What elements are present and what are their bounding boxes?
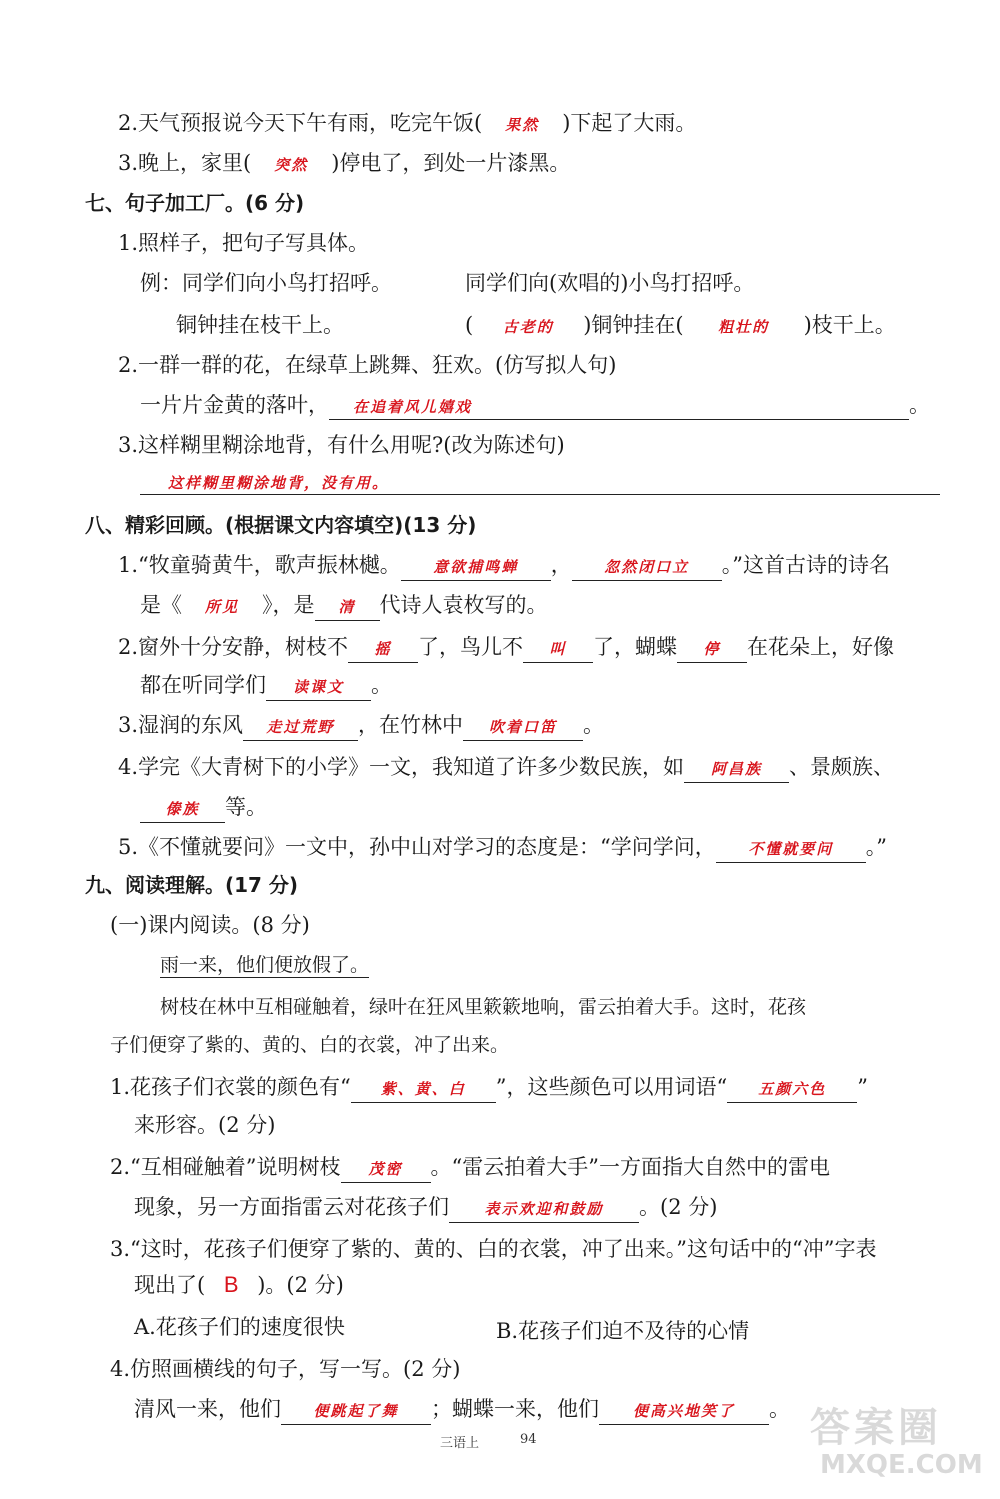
s9-q4-text: 4.仿照画横线的句子，写一写。(2 分) [110,1357,461,1381]
s6-q2: 2.天气预报说今天下午有雨，吃完午饭( 果然 )下起了大雨。 [118,108,696,138]
footer-grade: 三语上 [440,1436,480,1451]
answer-s9-q4-b: 便高兴地笑了 [599,1398,769,1425]
answer-s8-q1-b: 忽然闭口立 [572,554,722,581]
s8-q5: 5.《不懂就要问》一文中，孙中山对学习的态度是：“学问学问， 不懂就要问 。” [118,832,887,862]
answer-s7-q3: 这样糊里糊涂地背，没有用。 [168,474,390,492]
answer-s9-q2-b: 表示欢迎和鼓励 [449,1196,639,1223]
answer-s7-q2: 在追着风儿嬉戏 [329,394,909,420]
answer-s9-q1-a: 紫、黄、白 [351,1076,496,1103]
answer-s8-q2-c: 停 [677,636,747,663]
s8-q1-line2: 是《 所见 》，是 清 代诗人袁枚写的。 [140,590,548,620]
answer-s9-q1-b: 五颜六色 [727,1076,857,1103]
answer-s8-q3-b: 吹着口笛 [463,714,583,741]
s8-q2-line1: 2.窗外十分安静，树枝不 摇 了，鸟儿不 叫 了，蝴蝶 停 在花朵上，好像 [118,632,894,662]
watermark-logo: 答案圈 [810,1405,942,1451]
s7-q1-example-a: 例：同学们向小鸟打招呼。 [140,271,392,295]
s7-q1-task: 铜钟挂在枝干上。 [176,313,344,337]
answer-s7-q1-a: 古老的 [502,318,554,336]
s9-q1-line2: 来形容。(2 分) [134,1113,276,1137]
s7-q2-answer-line: 一片片金黄的落叶， 在追着风儿嬉戏 。 [140,390,930,420]
s9-q4-answer-line: 清风一来，他们 便跳起了舞 ；蝴蝶一来，他们 便高兴地笑了 。 [134,1394,790,1424]
answer-rule-s7-q3 [140,494,940,495]
s7-q3-text: 3.这样糊里糊涂地背，有什么用呢?(改为陈述句) [118,433,565,457]
s8-q4-line1: 4.学完《大青树下的小学》一文，我知道了许多少数民族，如 阿昌族 、景颇族、 [118,752,894,782]
section-8-title: 八、精彩回顾。(根据课文内容填空)(13 分) [85,513,477,537]
answer-s8-q5: 不懂就要问 [716,836,866,863]
passage-line-1: 树枝在林中互相碰触着，绿叶在狂风里簌簌地响，雷云拍着大手。这时，花孩 [160,996,807,1018]
s8-q1-line1: 1.“牧童骑黄牛，歌声振林樾。 意欲捕鸣蝉 ， 忽然闭口立 。”这首古诗的诗名 [118,550,890,580]
passage-line-2: 子们便穿了紫的、黄的、白的衣裳，冲了出来。 [110,1034,510,1056]
s6-q3: 3.晚上，家里( 突然 )停电了，到处一片漆黑。 [118,148,570,178]
s9-q3-option-b: B.花孩子们迫不及待的心情 [496,1319,750,1343]
s8-q2-line2: 都在听同学们 读课文 。 [140,670,392,700]
s8-q3: 3.湿润的东风 走过荒野 ，在竹林中 吹着口笛 。 [118,710,604,740]
answer-s9-q3: B [223,1272,239,1297]
s9-subsection: (一)课内阅读。(8 分) [110,913,310,937]
watermark-url: MXQE.COM [820,1450,983,1480]
answer-s6-q2: 果然 [505,116,540,134]
section-7-title: 七、句子加工厂。(6 分) [85,191,305,215]
s9-q3-line2: 现出了( B )。(2 分) [134,1270,344,1300]
s7-q2-text: 2.一群一群的花，在绿草上跳舞、狂欢。(仿写拟人句) [118,353,617,377]
answer-s6-q3: 突然 [274,156,309,174]
section-9-title: 九、阅读理解。(17 分) [85,873,299,897]
answer-s8-q4-a: 阿昌族 [684,756,789,783]
passage-title: 雨一来，他们便放假了。 [160,954,370,976]
answer-s8-q3-a: 走过荒野 [243,714,358,741]
s7-q1-example-b: 同学们向(欢唱的)小鸟打招呼。 [465,271,755,295]
answer-s7-q1-b: 粗壮的 [718,318,770,336]
s9-q3-text: 3.“这时，花孩子们便穿了紫的、黄的、白的衣裳，冲了出来。”这句话中的“冲”字表 [110,1237,877,1261]
s7-q1-text: 1.照样子，把句子写具体。 [118,231,370,255]
s8-q4-line2: 傣族 等。 [140,792,267,822]
answer-s8-q2-b: 叫 [523,636,593,663]
answer-s8-q2-d: 读课文 [266,674,371,701]
answer-s8-q4-b: 傣族 [140,796,225,823]
answer-s8-q2-a: 摇 [348,636,418,663]
s9-q2-line2: 现象，另一方面指雷云对花孩子们 表示欢迎和鼓励 。(2 分) [134,1192,717,1222]
s9-q3-option-a: A.花孩子们的速度很快 [134,1315,345,1339]
answer-s8-q1-c: 所见 [204,598,239,616]
answer-s8-q1-a: 意欲捕鸣蝉 [401,554,551,581]
footer-page-number: 94 [520,1432,537,1447]
s9-q1-line1: 1.花孩子们衣裳的颜色有“ 紫、黄、白 ”，这些颜色可以用词语“ 五颜六色 ” [110,1072,868,1102]
s9-q2-line1: 2.“互相碰触着”说明树枝 茂密 。“雷云拍着大手”一方面指大自然中的雷电 [110,1152,830,1182]
answer-s9-q2-a: 茂密 [341,1156,431,1183]
answer-s8-q1-d: 清 [315,594,380,621]
answer-s9-q4-a: 便跳起了舞 [281,1398,431,1425]
s7-q1-answer-line: ( 古老的 )铜钟挂在( 粗壮的 )枝干上。 [465,310,896,340]
